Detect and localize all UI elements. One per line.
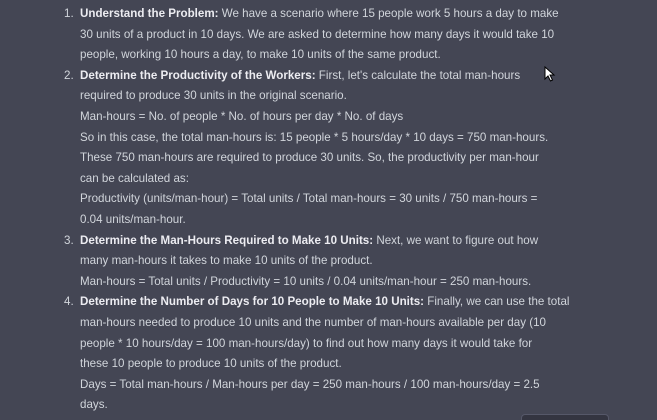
step-text: Finally, we can use the total [424,295,570,309]
step-number: 2. [64,68,74,82]
step-text: people, working 10 hours a day, to make 10 units of the same product. [80,48,441,62]
step-item-3 [0,231,657,293]
step-text: First, let's calculate the total man-hours [315,68,521,82]
step-line [80,66,597,87]
step-text: can be calculated as: [80,171,189,185]
step-item-4 [0,292,657,416]
step-item-1 [0,4,657,66]
step-formula: Days = Total man-hours / Man-hours per day = 250 man-hours / 100 man-hours/day = 2.5 [80,377,540,391]
step-text: Next, we want to figure out how [373,233,539,247]
step-formula: Man-hours = Total units / Productivity = 10 units / 0.04 units/man-hour = 250 man-hours. [80,274,532,288]
step-number: 1. [64,7,74,20]
step-formula: 0.04 units/man-hour. [80,212,186,226]
step-number: 4. [64,295,74,309]
step-text: required to produce 30 units in the original scenario. [80,89,347,103]
step-formula: Man-hours = No. of people * No. of hours per day * No. of days [80,109,404,123]
step-text: These 750 man-hours are required to produce 30 units. So, the productivity per man-hour [80,151,539,165]
step-text: many man-hours it takes to make 10 units of the product. [80,254,373,268]
step-text: 30 units of a product in 10 days. We are asked to determine how many days it would take 10 [80,27,555,41]
step-item-2 [0,66,657,231]
regenerate-button[interactable] [521,414,609,420]
step-formula: days. [80,398,108,412]
step-heading: Understand the Problem: [80,7,219,20]
step-line [80,292,597,313]
step-text: So in this case, the total man-hours is: 15 people * 5 hours/day * 10 days = 750 man-hours. [80,130,549,144]
mouse-pointer-icon [544,66,556,82]
step-line [80,4,597,25]
step-heading: Determine the Man-Hours Required to Make 10 Units: [80,233,374,247]
step-heading: Determine the Number of Days for 10 People to Make 10 Units: [80,295,425,309]
step-number: 3. [64,233,74,247]
step-text: man-hours needed to produce 10 units and the number of man-hours available per day (10 [80,315,546,329]
step-text: We have a scenario where 15 people work 5 hours a day to make [218,7,559,20]
step-text: these 10 people to produce 10 units of the product. [80,357,342,371]
step-heading: Determine the Productivity of the Workers: [80,68,316,82]
step-text: people * 10 hours/day = 100 man-hours/day) to find out how many days it would take for [80,336,533,350]
step-line [80,231,597,252]
step-formula: Productivity (units/man-hour) = Total units / Total man-hours = 30 units / 750 man-hours = [80,192,538,206]
